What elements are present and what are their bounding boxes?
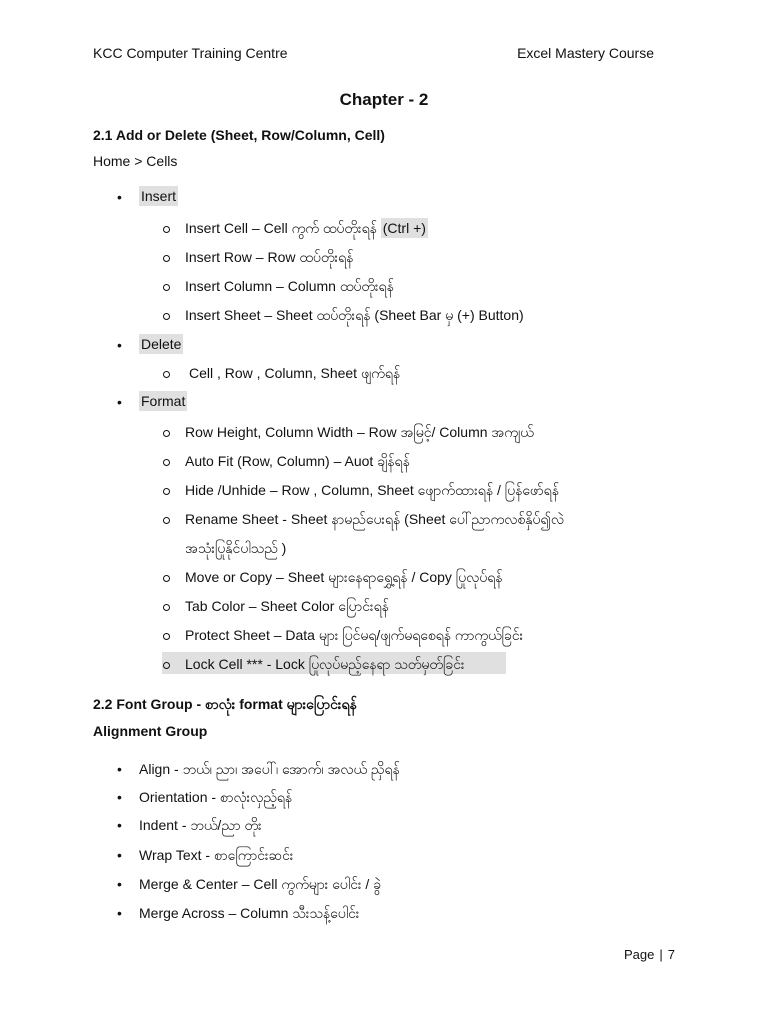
list-item: Wrap Text - စာကြောင်းဆင်း bbox=[139, 847, 294, 863]
list-item: Insert Sheet – Sheet ထပ်တိုးရန် (Sheet Bar မှ (+) Button) bbox=[185, 307, 524, 323]
sub-bullet bbox=[163, 488, 170, 495]
sub-bullet bbox=[163, 313, 170, 320]
bullet: • bbox=[117, 394, 122, 410]
page-number: 7 bbox=[667, 947, 675, 962]
format-label: Format bbox=[141, 393, 186, 409]
bullet: • bbox=[117, 905, 122, 921]
insert-cell-text: Insert Cell – Cell ကွက် ထပ်တိုးရန် bbox=[185, 220, 377, 236]
insert-label: Insert bbox=[141, 188, 177, 204]
list-item: Insert Row – Row ထပ်တိုးရန် bbox=[185, 249, 354, 265]
list-item-delete bbox=[139, 336, 183, 352]
bullet: • bbox=[117, 817, 122, 833]
list-item: Auto Fit (Row, Column) – Auot ချိန်ရန် bbox=[185, 453, 410, 469]
sub-bullet bbox=[163, 255, 170, 262]
section-heading-2-1: 2.1 Add or Delete (Sheet, Row/Column, Cell) bbox=[93, 127, 385, 143]
bullet: • bbox=[117, 847, 122, 863]
bullet: • bbox=[117, 789, 122, 805]
shortcut-badge: (Ctrl +) bbox=[382, 220, 426, 236]
list-item: Orientation - စာလုံးလှည့်ရန် bbox=[139, 789, 293, 805]
sub-bullet bbox=[163, 633, 170, 640]
list-item-continuation: အသုံးပြုနိုင်ပါသည် ) bbox=[185, 540, 287, 556]
delete-label: Delete bbox=[141, 336, 182, 352]
section-heading-2-2: 2.2 Font Group - စာလုံး format များပြောင်းရန် bbox=[93, 696, 357, 712]
bullet: • bbox=[117, 876, 122, 892]
list-item bbox=[185, 219, 428, 240]
page-label: Page bbox=[624, 947, 655, 962]
list-item: Merge & Center – Cell ကွက်များ ပေါင်း / ခွဲ bbox=[139, 876, 382, 892]
page-separator: | bbox=[659, 947, 663, 962]
sub-bullet bbox=[163, 662, 170, 669]
bullet: • bbox=[117, 337, 122, 353]
sub-bullet bbox=[163, 604, 170, 611]
list-item: Indent - ဘယ်/ညာ တိုး bbox=[139, 817, 262, 833]
sub-bullet bbox=[163, 430, 170, 437]
list-item: Protect Sheet – Data များ ပြင်မရ/ဖျက်မရစေရန် ကာကွယ်ခြင်း bbox=[185, 627, 524, 643]
list-item-format bbox=[139, 393, 187, 409]
ribbon-path: Home > Cells bbox=[93, 153, 178, 169]
list-item: Row Height, Column Width – Row အမြင့်/ Column အကျယ် bbox=[185, 424, 534, 440]
chapter-title: Chapter - 2 bbox=[339, 90, 429, 109]
sub-bullet bbox=[163, 575, 170, 582]
sub-bullet bbox=[163, 459, 170, 466]
subheading-alignment-group: Alignment Group bbox=[93, 723, 208, 739]
list-item: Insert Column – Column ထပ်တိုးရန် bbox=[185, 278, 394, 294]
list-item: Cell , Row , Column, Sheet ဖျက်ရန် bbox=[189, 365, 401, 381]
list-item: Hide /Unhide – Row , Column, Sheet ဖျောက်ထားရန် / ပြန်ဖော်ရန် bbox=[185, 482, 559, 498]
list-item: Merge Across – Column သီးသန့်ပေါင်း bbox=[139, 905, 360, 921]
list-item: Align - ဘယ်၊ ညာ၊ အပေါ်၊ အောက်၊ အလယ် ညှိရန် bbox=[139, 761, 400, 777]
list-item: Tab Color – Sheet Color ပြောင်းရန် bbox=[185, 598, 389, 614]
sub-bullet bbox=[163, 284, 170, 291]
list-item: Move or Copy – Sheet များနေရာရွှေ့ရန် / Copy ပြုလုပ်ရန် bbox=[185, 569, 503, 585]
bullet: • bbox=[117, 761, 122, 777]
header-left: KCC Computer Training Centre bbox=[93, 45, 288, 61]
page-footer bbox=[624, 947, 675, 962]
list-item-highlighted: Lock Cell *** - Lock ပြုလုပ်မည့်နေရာ သတ်မှတ်ခြင်း bbox=[185, 656, 465, 672]
sub-bullet bbox=[163, 226, 170, 233]
bullet: • bbox=[117, 189, 122, 205]
sub-bullet bbox=[163, 517, 170, 524]
header-right: Excel Mastery Course bbox=[517, 45, 654, 61]
list-item: Rename Sheet - Sheet နာမည်ပေးရန် (Sheet ပေါ်ညာကလစ်နှိပ်၍လဲ bbox=[185, 511, 565, 527]
sub-bullet bbox=[163, 371, 170, 378]
list-item-insert bbox=[139, 188, 178, 204]
